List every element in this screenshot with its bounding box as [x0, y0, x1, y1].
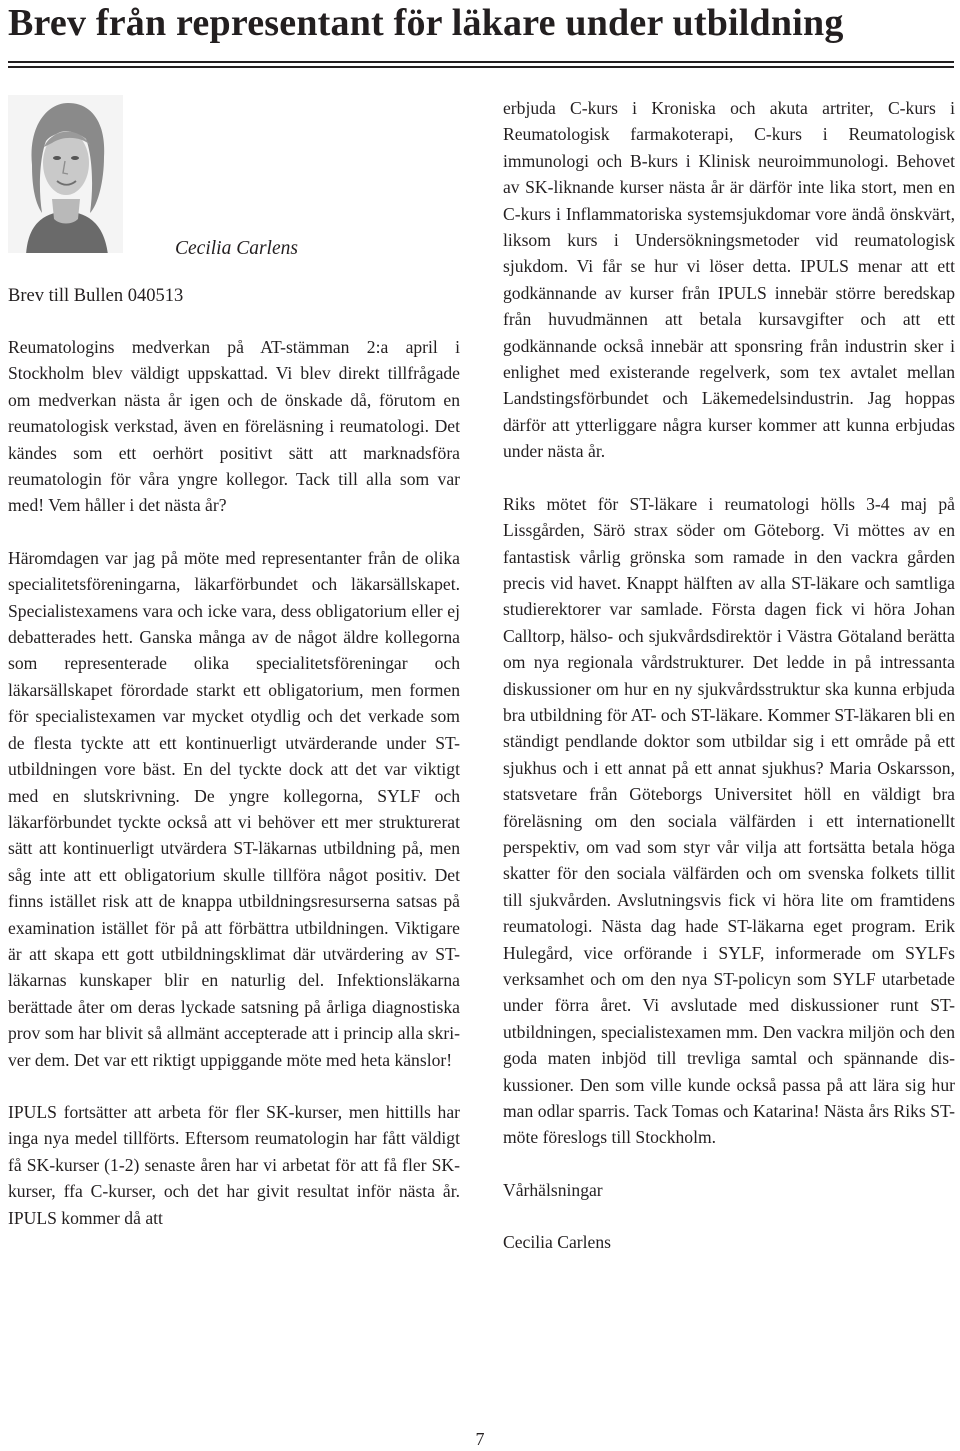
left-paragraph-3: IPULS fortsätter att arbeta för fler SK-kurser, men hittills har inga nya medel tillförts. Eftersom reumatologin har fått väldigt få SK-kurser (1-2) senaste åren har vi arbetat för att få fler SK-kurser, ffa C-kurser, och det har givit resultat inför nästa år. IPULS kommer då att [8, 1101, 460, 1228]
page-number: 7 [475, 1429, 485, 1449]
left-paragraph-1: Reumatologins medverkan på AT-stämman 2:a april i Stockholm blev väldigt uppskattad. Vi blev direkt tillfrågade om medverkan nästa år igen och de önskade då, förutom en reumatologisk verkstad, även en föreläsning i reumatologi. Det kändes som ett oerhört positivt sätt att marknadsföra reumatologin för våra yngre kollegor. Tack till alla som var med! Vem håller i det nästa år? [8, 337, 460, 516]
greeting: Vårhälsningar [503, 1179, 603, 1200]
right-paragraph-1: erbjuda C-kurs i Kroniska och akuta artriter, C-kurs i Reumatologisk farmakoterapi, C-kurs i Reumatologisk immunologi och B-kurs i Klinisk neuroimmunologi. Behovet av SK-liknande kurser nästa år är därför inte lika stort, men en C-kurs i Inflammatoriska systemsjukdomar vore ändå önskvärt, liksom kurs i Undersökningsmetoder vid reumatologisk sjukdom. Vi får se hur vi löser detta. IPULS menar att ett godkännande av kurser från IPULS innebär större beredskap från huvudmännen att betala kursavgifter och att ett godkännande också innebär att sponsring från industrin sker i enlighet med existerande regelverk, som tex avtalet mellan Landstingsförbundet och Läkemedelsindustrin. Jag hoppas därför att ytterliggare några kurser kommer att kunna erbjudas under nästa år. [503, 98, 955, 462]
left-column [8, 334, 460, 1231]
right-column [503, 95, 955, 1256]
signature: Cecilia Carlens [503, 1232, 611, 1253]
right-paragraph-2: Riks mötet för ST-läkare i reumatologi hölls 3-4 maj på Lissgården, Särö strax söder om Göteborg. Vi möttes av en fantastisk vårlig grönska som ramade in den vackra gården precis vid havet. Knappt hälften av alla ST-läkare och samtliga studierektorer var samlade. Första dagen fick vi höra Johan Calltorp, hälso- och sjukvårdsdirektör i Västra Götaland berätta om nya regionala vårdstrukturer. Det ledde in på intressanta diskussioner om hur en ny sjukvårdsstruktur ska kunna erbjuda bra utbildning för AT- och ST-läkare. Kommer ST-läkaren bli en ständigt pendlande doktor som utbildar sig i ett område på ett sjukhus och i ett annat på ett annat sjukhus? Maria Oskarsson, statsvetare från Göteborgs Universitet höll en väldigt bra föreläsning om den sociala välfärden i ett internationellt perspektiv, om vad som styr vår vilja att fortsätta betala höga skatter för den sociala välfärden och om svenska folkets tillit till sjukvården. Avslutningsvis fick vi höra lite om framtidens reumatologi. Nästa dag hade ST-läkarna eget program. Erik Hulegård, vice orförande i SYLF, informerade om SYLFs verksamhet och om den nya ST-policyn som SYLF utarbetade under förra året. Vi avslutade med diskussioner runt ST-utbildningen, specialistexamen mm. Den vackra miljön och den goda maten inbjöd till trevliga samtal och spännande diskussioner. Den som ville kunde också passa på att lära sig hur man odlar sparris. Tack Tomas och Katarina! Nästa års Riks ST-möte föreslogs till Stockholm. [503, 493, 955, 1148]
page-title: Brev från representant för läkare under utbildning [8, 2, 844, 44]
author-photo [8, 95, 123, 253]
left-paragraph-2: Häromdagen var jag på möte med representanter från de olika specialitetsföreningarna, läkarförbundet och läkarsällskapet. Specialistexamens vara och icke vara, dess obligatorium eller ej debatterades hett. Ganska många av de något äldre kollegorna som representerade olika specialitetsföreningar och läkarsällskapet förordade starkt ett obligatorium, men formen för specialistexamen var mycket otydlig och det verkade som de flesta tyckte att ett kontinuerligt utvärderande under ST-utbildningen vore bäst. En del tyckte dock att det var viktigt med en slutskrivning. De yngre kollegorna, SYLF och läkarförbundet tyckte också att vi behöver ett mer strukturerat sätt att kontinuerligt utvärdera ST-läkarnas utbildning på, men såg inte att ett obligatorium skulle tillföra något positiv. Det finns istället risk att de knappa utbildningsresurserna satsas på examination istället för på att förbättra utbildningen. Viktigare är att skapa ett gott utbildningsklimat där utvärdering av ST-läkarnas kunskaper blir en naturlig del. Infektionsläkarna berättade åter om deras lyckade satsning på årliga diagnostiska prov som har blivit så allmänt accepterade att i princip alla skriver dem. Det var ett riktigt uppiggande möte med heta känslor! [8, 547, 460, 1070]
header-rule-top [8, 61, 954, 63]
letter-reference: Brev till Bullen 040513 [8, 286, 184, 306]
author-name: Cecilia Carlens [175, 238, 298, 259]
header-rule-bottom [8, 66, 954, 68]
